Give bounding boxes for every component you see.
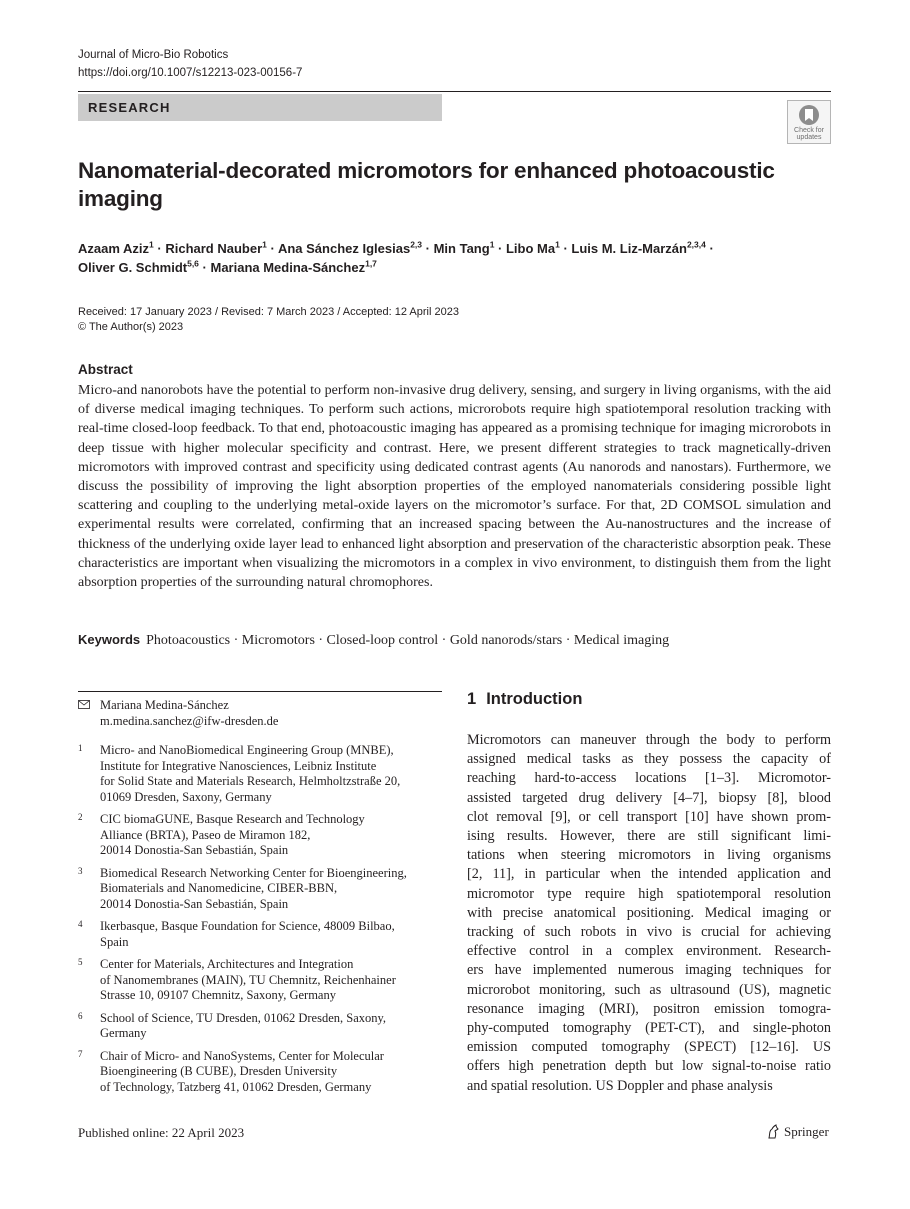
affiliation: 7 Chair of Micro- and NanoSystems, Center for Molecular Bioengineering (B CUBE), Dresden University of Technology, Tatzberg 41, 01062 Dresden, Germany xyxy=(78,1048,384,1094)
corresponding-author: Mariana Medina-Sánchez xyxy=(100,698,229,712)
author[interactable]: Luis M. Liz-Marzán$^{2,3,4}$ xyxy=(571,239,706,256)
footnote-rule xyxy=(78,691,442,692)
author[interactable]: Oliver G. Schmidt$^{5,6}$ xyxy=(78,258,199,275)
abstract-text: Micro-and nanorobots have the potential to perform non-invasive drug delivery, sensing, and surgery in living organisms, with the aid of diverse medical imaging techniques. To perform such actions, microrobots require high spatiotemporal resolution tracking with real-time closed-loop feedback. To that end, photoacoustic imaging has appeared as a promising technique for imaging microrobots in deep tissue with higher molecular specificity and contrast. Here, we present different strategies to track magnetically-driven micromotors with improved contrast and specificity using dedicated contrast agents (Au nanorods and nanostars). Furthermore, we discuss the possibility of improving the light absorption properties of the employed nanomaterials considering possible light scattering and coupling to the underlying metal-oxide layers on the micromotor’s surface. For that, 2D COMSOL simulation and experimental results were correlated, confirming that an increased spacing between the Au-nanostructures and the increase of thickness of the underlying oxide layer lead to enhanced light absorption and preservation of the characteristic absorption peak. These characteristics are important when visualizing the micromotors in a complex in vivo environment, to distinguish them from the light absorption properties of the surrounding natural chromophores. xyxy=(78,383,831,591)
affiliation: 5 Center for Materials, Architectures and Integration of Nanomembranes (MAIN), TU Chemnitz, Reichenhainer Strasse 10, 09107 Chemnitz, Saxony, Germany xyxy=(78,957,396,1002)
corresponding-email[interactable]: m.medina.sanchez@ifw-dresden.de xyxy=(100,714,279,728)
author[interactable]: Min Tang$^1$ xyxy=(433,239,495,256)
affiliation-list xyxy=(78,743,442,1102)
author-list: Azaam Aziz$^1$ · Richard Nauber$^1$ · Ana Sánchez Iglesias$^{2,3}$ · Min Tang$^1$ · Libo $Ma^1$ · Luis M. Liz-Marzán$^{2,3,4}$ · Oliver G. Schmidt$^{5,6}$ · Mariana Medina-Sánchez$^{1,7}$ xyxy=(78,239,714,275)
publisher xyxy=(766,1124,829,1140)
journal-name: Journal of Micro-Bio Robotics xyxy=(78,49,229,61)
affiliation: 3 Biomedical Research Networking Center for Bioengineering, Biomaterials and Nanomedicine, CIBER-BBN, 20014 Donostia-San Sebastián, Spain xyxy=(78,865,407,911)
keywords xyxy=(78,630,831,650)
copyright: © The Author(s) 2023 xyxy=(78,321,184,333)
affiliation: 4 Ikerbasque, Basque Foundation for Science, 48009 Bilbao, Spain xyxy=(78,919,395,949)
keywords-list: Photoacoustics · Micromotors · Closed-loop control · Gold nanorods/stars · Medical imaging xyxy=(146,633,670,648)
article-history xyxy=(78,305,778,335)
affiliation: 2 CIC biomaGUNE, Basque Research and Technology Alliance (BRTA), Paseo de Miramon 182, 20014 Donostia-San Sebastián, Spain xyxy=(78,812,365,857)
section-heading-introduction xyxy=(467,690,582,709)
envelope-icon xyxy=(78,700,90,709)
affiliation: 6 School of Science, TU Dresden, 01062 Dresden, Saxony, Germany xyxy=(78,1010,387,1040)
correspondence xyxy=(78,697,442,729)
section-label: RESEARCH xyxy=(78,94,442,121)
section-number: 1 xyxy=(467,690,477,708)
header-rule xyxy=(78,91,831,92)
publisher-name: Springer xyxy=(784,1124,829,1139)
keywords-label: Keywords xyxy=(78,632,141,647)
author[interactable]: Ana Sánchez Iglesias$^{2,3}$ xyxy=(277,239,423,256)
doi-link[interactable]: https://doi.org/10.1007/s12213-023-00156-7 xyxy=(78,67,303,79)
check-for-updates-label: Check for updates xyxy=(794,127,824,141)
abstract-heading: Abstract xyxy=(78,362,133,377)
bookmark-icon xyxy=(799,105,819,125)
published-online: Published online: 22 April 2023 xyxy=(78,1125,245,1140)
author[interactable]: Azaam Aziz$^1$ xyxy=(78,239,154,256)
author[interactable]: Mariana Medina-Sánchez$^{1,7}$ xyxy=(210,258,377,275)
introduction-text: Micromotors can maneuver through the body to perform assigned medical tasks as they possess the capacity of reaching hard-to-access locations [1–3]. Micromotor- assisted targeted drug delivery [4–7], biopsy [8], blood clot removal [9], or cell transport [10] have shown prom- ising results. However, there are still significant limi- tations when steering micromotors in living organisms [2, 11], in particular when the intended application and micromotor type require high spatiotemporal resolution with precise anatomical positioning. Medical imaging or tracking of such robots in vivo is crucial for achieving effective control in a complex environment. Research- ers have implemented numerous imaging techniques for microrobot monitoring, such as ultrasound (US), magnetic resonance imaging (MRI), positron emission tomogra- phy-computed tomography (PET-CT), and single-photon emission computed tomography (SPECT) [12–16]. US offers high penetration depth but low signal-to-noise ratio and spatial resolution. US Doppler and phase analysis xyxy=(467,732,831,1094)
author[interactable]: Libo Ma$^1$ xyxy=(505,239,560,256)
received-revised-accepted: Received: 17 January 2023 / Revised: 7 March 2023 / Accepted: 12 April 2023 xyxy=(78,306,459,318)
article-title: Nanomaterial-decorated micromotors for enhanced photoacoustic imaging xyxy=(78,158,775,211)
check-for-updates-badge[interactable] xyxy=(787,100,831,144)
affiliation: 1 Micro- and NanoBiomedical Engineering Group (MNBE), Institute for Integrative Nanosciences, Leibniz Institute for Solid State and Materials Research, Helmholtzstraße 20, 01069 Dresden, Saxony, Germany xyxy=(78,743,401,804)
author[interactable]: Richard Nauber$^1$ xyxy=(165,239,267,256)
section-title: Introduction xyxy=(486,690,583,708)
springer-horse-icon xyxy=(766,1124,780,1140)
